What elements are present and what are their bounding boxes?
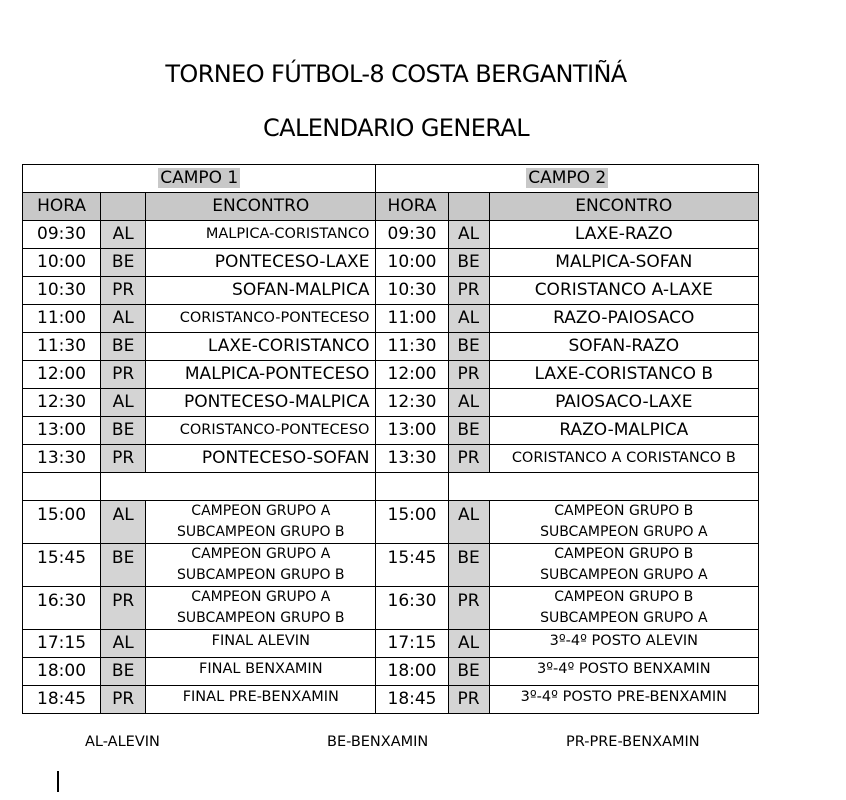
match-line: CAMPEON GRUPO B — [554, 503, 694, 519]
match-line: SUBCAMPEON GRUPO B — [177, 524, 345, 540]
category-cell: PR — [448, 587, 489, 630]
match-cell: LAXE-CORISTANCO B — [489, 361, 758, 389]
time-cell: 10:30 — [376, 277, 448, 305]
category-cell: AL — [101, 501, 146, 544]
table-row — [23, 658, 759, 686]
table-row — [23, 277, 759, 305]
match-cell: LAXE-CORISTANCO — [146, 333, 376, 361]
match-cell: FINAL PRE-BENXAMIN — [146, 686, 376, 714]
category-cell: AL — [448, 221, 489, 249]
category-cell: AL — [448, 630, 489, 658]
match-cell: RAZO-PAIOSACO — [489, 305, 758, 333]
table-row — [23, 501, 759, 544]
time-cell: 11:00 — [376, 305, 448, 333]
time-cell: 16:30 — [23, 587, 101, 630]
category-cell: BE — [448, 544, 489, 587]
category-cell: BE — [448, 249, 489, 277]
match-cell: PONTECESO-SOFAN — [146, 445, 376, 473]
category-cell: PR — [448, 686, 489, 714]
match-line: SUBCAMPEON GRUPO B — [177, 567, 345, 583]
time-cell: 15:45 — [23, 544, 101, 587]
category-cell: BE — [448, 658, 489, 686]
table-row — [23, 333, 759, 361]
field-2-label: CAMPO 2 — [528, 168, 607, 188]
field-header-row — [23, 165, 759, 193]
match-cell: LAXE-RAZO — [489, 221, 758, 249]
table-row — [23, 305, 759, 333]
category-cell: AL — [448, 501, 489, 544]
time-cell: 12:30 — [23, 389, 101, 417]
match-cell: SOFAN-RAZO — [489, 333, 758, 361]
match-cell — [489, 544, 758, 587]
time-cell: 11:30 — [376, 333, 448, 361]
match-cell: 3º-4º POSTO ALEVIN — [489, 630, 758, 658]
time-cell: 17:15 — [376, 630, 448, 658]
category-cell: PR — [101, 361, 146, 389]
table-row — [23, 417, 759, 445]
match-cell: PONTECESO-LAXE — [146, 249, 376, 277]
hora-header-1: HORA — [23, 193, 101, 221]
match-cell: 3º-4º POSTO BENXAMIN — [489, 658, 758, 686]
table-row — [23, 686, 759, 714]
time-cell: 15:00 — [376, 501, 448, 544]
category-cell: PR — [448, 361, 489, 389]
time-cell: 18:00 — [23, 658, 101, 686]
category-cell: PR — [448, 277, 489, 305]
document-title: TORNEO FÚTBOL-8 COSTA BERGANTIÑÁ — [165, 60, 627, 88]
time-cell: 18:45 — [23, 686, 101, 714]
time-cell: 13:30 — [23, 445, 101, 473]
match-line: SUBCAMPEON GRUPO A — [540, 567, 708, 583]
time-cell: 12:00 — [376, 361, 448, 389]
time-cell: 13:30 — [376, 445, 448, 473]
time-cell: 15:45 — [376, 544, 448, 587]
match-cell: CORISTANCO-PONTECESO — [146, 417, 376, 445]
time-cell: 09:30 — [23, 221, 101, 249]
match-line: CAMPEON GRUPO B — [554, 589, 694, 605]
table-row — [23, 587, 759, 630]
time-cell: 09:30 — [376, 221, 448, 249]
match-line: CAMPEON GRUPO A — [191, 503, 331, 519]
table-row — [23, 221, 759, 249]
table-row — [23, 249, 759, 277]
time-cell: 13:00 — [376, 417, 448, 445]
match-cell: SOFAN-MALPICA — [146, 277, 376, 305]
time-cell: 11:00 — [23, 305, 101, 333]
category-cell: BE — [101, 333, 146, 361]
match-line: SUBCAMPEON GRUPO A — [540, 524, 708, 540]
table-row — [23, 630, 759, 658]
time-cell: 15:00 — [23, 501, 101, 544]
document-subtitle: CALENDARIO GENERAL — [263, 114, 529, 142]
legend-alevin: AL-ALEVIN — [85, 734, 160, 750]
category-cell: BE — [101, 658, 146, 686]
category-cell: PR — [101, 587, 146, 630]
category-cell: BE — [448, 333, 489, 361]
time-cell: 10:30 — [23, 277, 101, 305]
field-1-cell — [23, 165, 376, 193]
category-cell: BE — [448, 417, 489, 445]
time-cell: 11:30 — [23, 333, 101, 361]
field-2-cell — [376, 165, 759, 193]
time-cell: 18:45 — [376, 686, 448, 714]
schedule-table — [22, 164, 759, 714]
text-cursor — [57, 771, 59, 792]
spacer-row — [23, 473, 759, 501]
category-cell: BE — [101, 249, 146, 277]
match-cell: CORISTANCO A CORISTANCO B — [489, 445, 758, 473]
table-row — [23, 389, 759, 417]
time-cell: 10:00 — [376, 249, 448, 277]
match-cell — [146, 587, 376, 630]
category-cell: AL — [101, 221, 146, 249]
match-line: CAMPEON GRUPO B — [554, 546, 694, 562]
category-cell: BE — [101, 417, 146, 445]
match-cell: RAZO-MALPICA — [489, 417, 758, 445]
match-line: SUBCAMPEON GRUPO A — [540, 610, 708, 626]
category-cell: AL — [101, 389, 146, 417]
hora-header-2: HORA — [376, 193, 448, 221]
match-cell — [489, 501, 758, 544]
match-cell: MALPICA-SOFAN — [489, 249, 758, 277]
time-cell: 10:00 — [23, 249, 101, 277]
time-cell: 12:00 — [23, 361, 101, 389]
match-cell: FINAL BENXAMIN — [146, 658, 376, 686]
category-cell: AL — [101, 305, 146, 333]
category-cell: PR — [101, 686, 146, 714]
match-cell — [146, 544, 376, 587]
category-cell: PR — [101, 277, 146, 305]
match-cell: FINAL ALEVIN — [146, 630, 376, 658]
match-cell: PAIOSACO-LAXE — [489, 389, 758, 417]
time-cell: 13:00 — [23, 417, 101, 445]
encontro-header-2: ENCONTRO — [489, 193, 758, 221]
match-cell: 3º-4º POSTO PRE-BENXAMIN — [489, 686, 758, 714]
time-cell: 16:30 — [376, 587, 448, 630]
time-cell: 17:15 — [23, 630, 101, 658]
category-cell: AL — [448, 305, 489, 333]
match-cell — [146, 501, 376, 544]
legend-pre-benxamin: PR-PRE-BENXAMIN — [566, 734, 700, 750]
match-cell: CORISTANCO A-LAXE — [489, 277, 758, 305]
table-row — [23, 445, 759, 473]
table-row — [23, 544, 759, 587]
match-cell — [489, 587, 758, 630]
encontro-header-1: ENCONTRO — [146, 193, 376, 221]
column-header-row — [23, 193, 759, 221]
category-cell: BE — [101, 544, 146, 587]
match-cell: PONTECESO-MALPICA — [146, 389, 376, 417]
time-cell: 12:30 — [376, 389, 448, 417]
legend-benxamin: BE-BENXAMIN — [327, 734, 429, 750]
match-cell: CORISTANCO-PONTECESO — [146, 305, 376, 333]
match-line: CAMPEON GRUPO A — [191, 589, 331, 605]
match-line: SUBCAMPEON GRUPO B — [177, 610, 345, 626]
match-line: CAMPEON GRUPO A — [191, 546, 331, 562]
category-cell: PR — [448, 445, 489, 473]
time-cell: 18:00 — [376, 658, 448, 686]
match-cell: MALPICA-CORISTANCO — [146, 221, 376, 249]
category-cell: PR — [101, 445, 146, 473]
field-1-label: CAMPO 1 — [160, 168, 239, 188]
category-header-2 — [448, 193, 489, 221]
category-header-1 — [101, 193, 146, 221]
category-cell: AL — [101, 630, 146, 658]
table-row — [23, 361, 759, 389]
category-cell: AL — [448, 389, 489, 417]
match-cell: MALPICA-PONTECESO — [146, 361, 376, 389]
